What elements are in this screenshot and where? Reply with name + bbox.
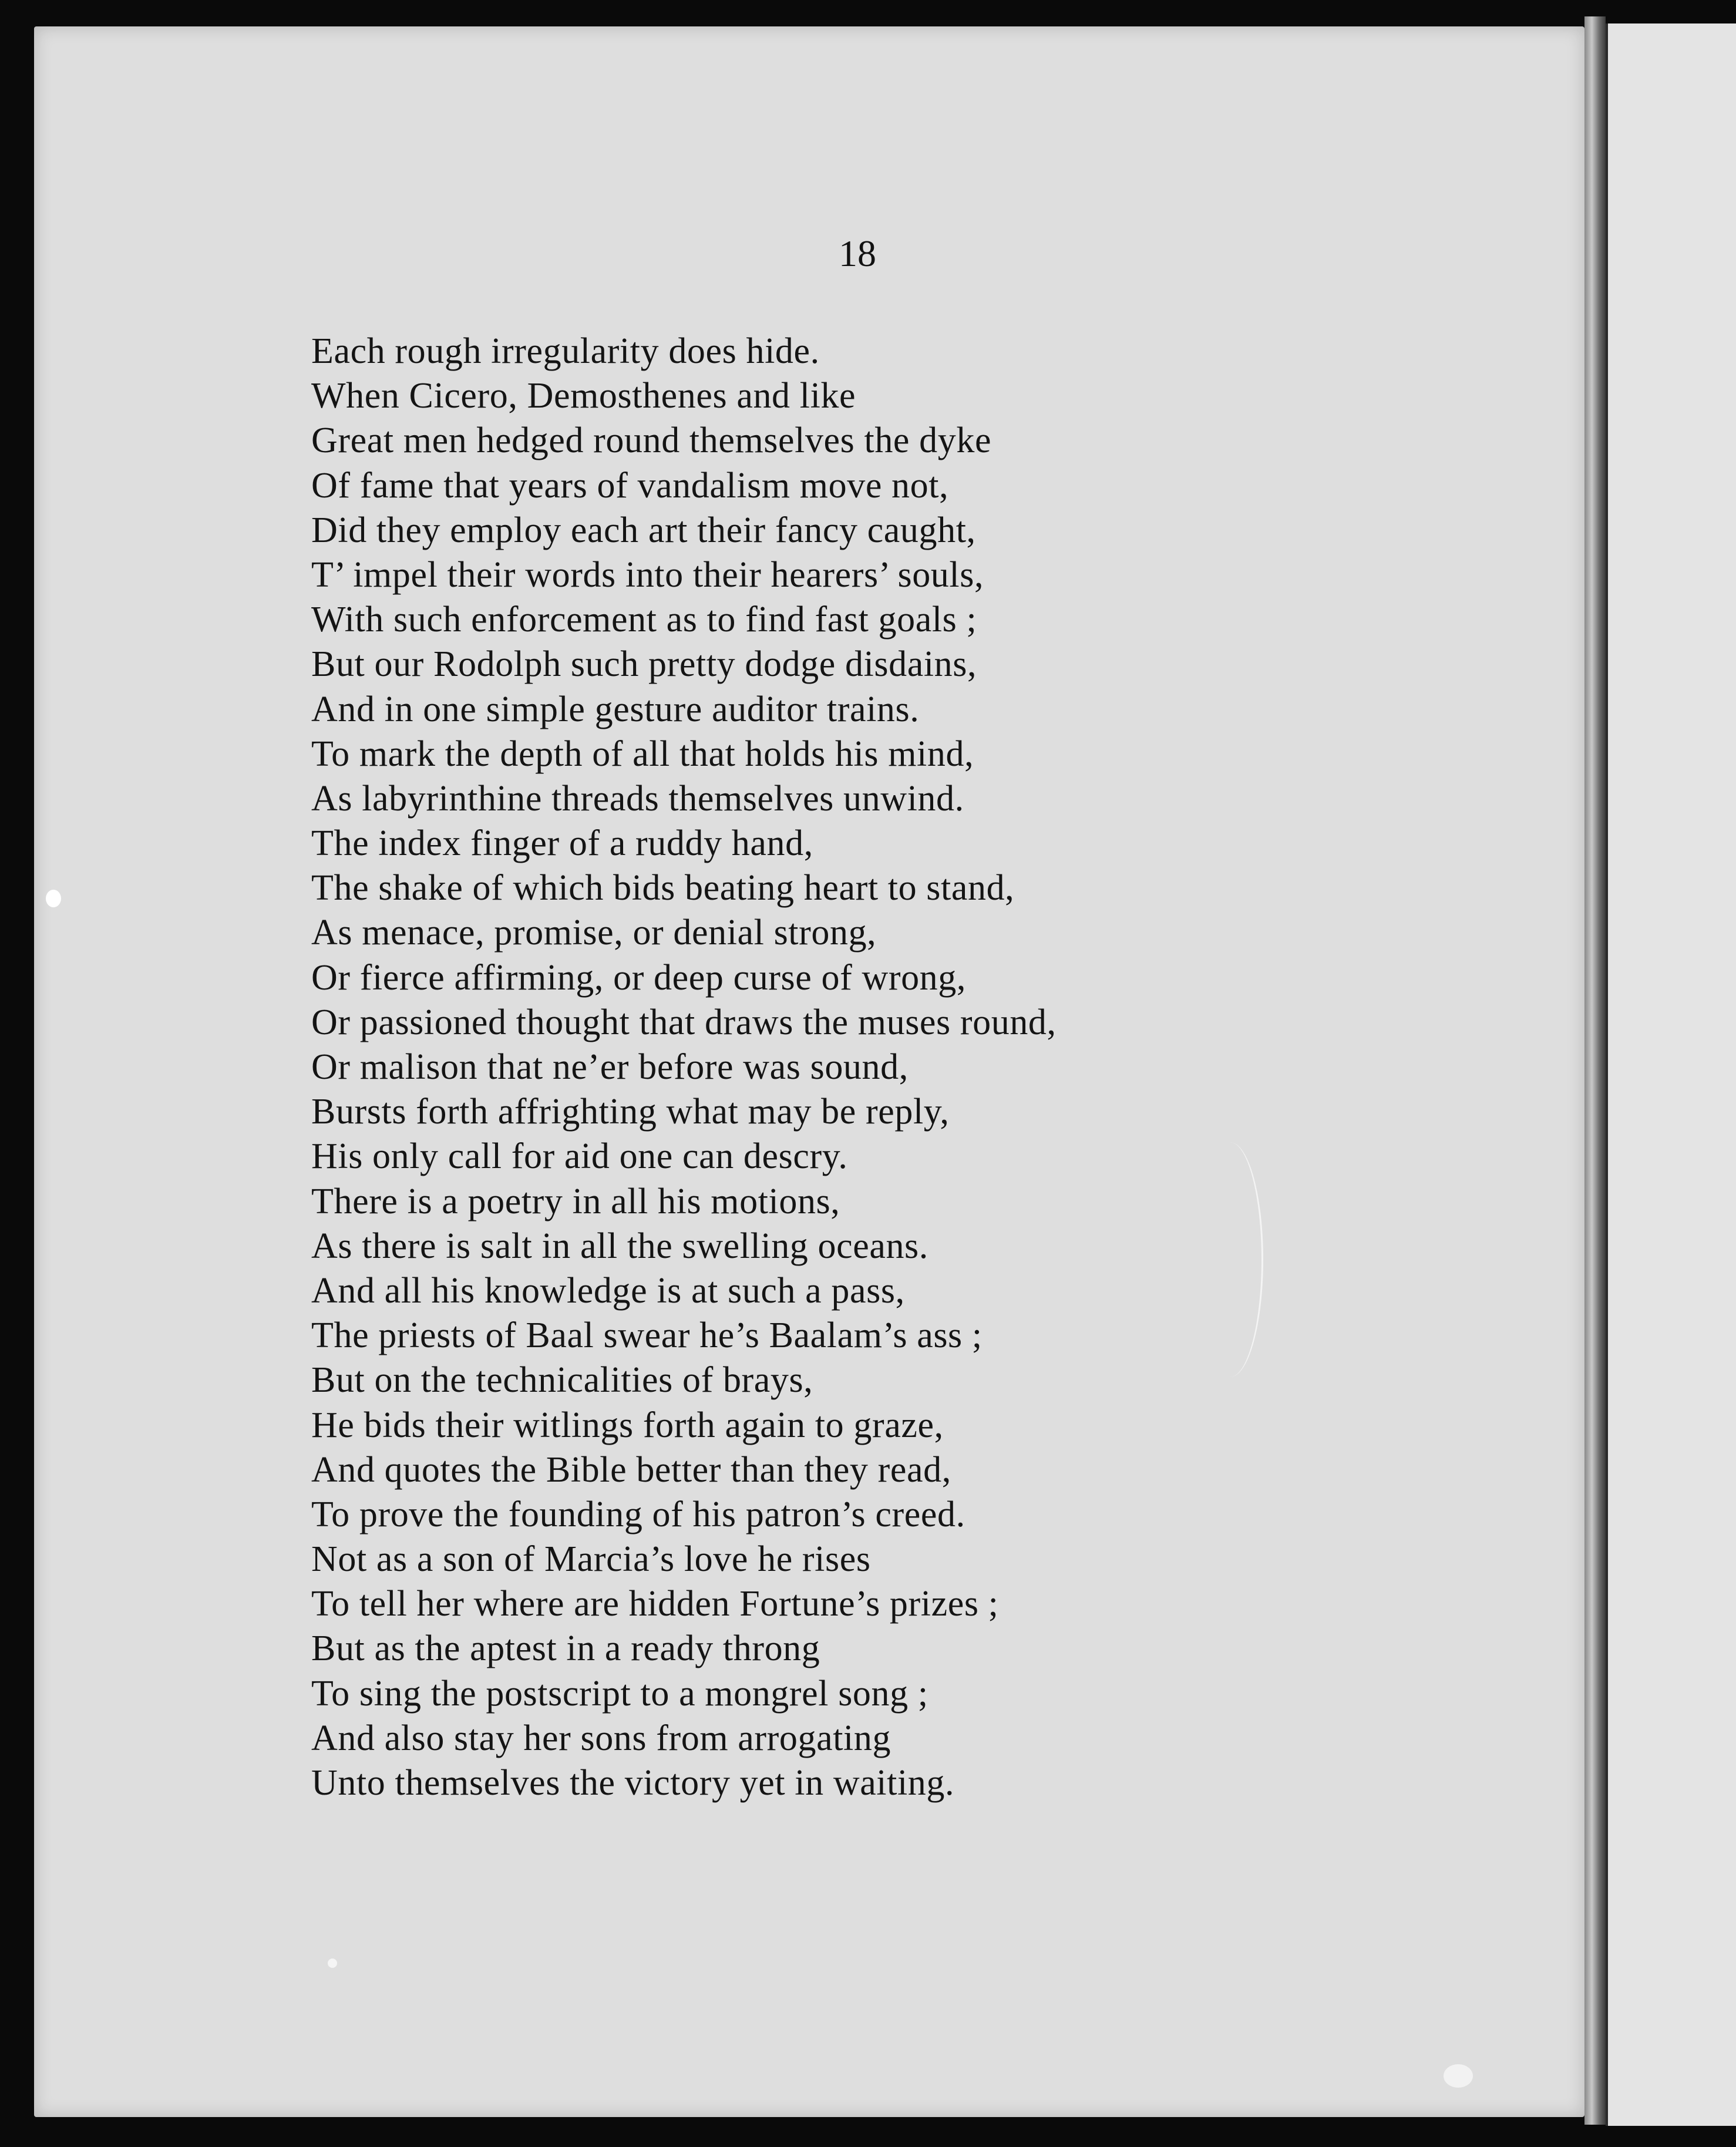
poem-line: When Cicero, Demosthenes and like bbox=[311, 376, 856, 416]
poem-line: There is a poetry in all his motions, bbox=[311, 1181, 840, 1221]
poem-line: Great men hedged round themselves the dyke bbox=[311, 420, 992, 461]
poem-line: Did they employ each art their fancy caught, bbox=[311, 510, 976, 550]
poem-line: To prove the founding of his patron’s creed. bbox=[311, 1494, 965, 1534]
poem-line: With such enforcement as to find fast goals ; bbox=[311, 600, 977, 640]
poem-line: The priests of Baal swear he’s Baalam’s ass ; bbox=[311, 1315, 983, 1356]
poem-line: As there is salt in all the swelling oceans. bbox=[311, 1226, 928, 1266]
poem-line: T’ impel their words into their hearers’ souls, bbox=[311, 554, 984, 595]
poem-line: But our Rodolph such pretty dodge disdains, bbox=[311, 644, 977, 685]
poem-line: And all his knowledge is at such a pass, bbox=[311, 1270, 905, 1311]
poem-line: But on the technicalities of brays, bbox=[311, 1360, 813, 1401]
scan-speck bbox=[1444, 2064, 1473, 2088]
scan-speck bbox=[328, 1958, 337, 1968]
poem-line: As menace, promise, or denial strong, bbox=[311, 913, 877, 953]
poem-line: Or malison that ne’er before was sound, bbox=[311, 1047, 909, 1087]
book-gutter bbox=[1584, 16, 1606, 2125]
poem-line: Unto themselves the victory yet in waiting. bbox=[311, 1763, 955, 1803]
poem-line: The shake of which bids beating heart to stand, bbox=[311, 868, 1015, 908]
poem-line: To sing the postscript to a mongrel song ; bbox=[311, 1673, 928, 1714]
facing-page-edge bbox=[1606, 23, 1736, 2126]
poem-line: His only call for aid one can descry. bbox=[311, 1136, 848, 1177]
poem-line: To mark the depth of all that holds his mind, bbox=[311, 733, 974, 774]
poem-line: To tell her where are hidden Fortune’s prizes ; bbox=[311, 1584, 999, 1624]
poem-line: Or passioned thought that draws the muses round, bbox=[311, 1002, 1057, 1042]
poem-line: As labyrinthine threads themselves unwind. bbox=[311, 778, 964, 819]
poem-line: Bursts forth affrighting what may be reply, bbox=[311, 1092, 950, 1132]
poem-line: He bids their witlings forth again to graze, bbox=[311, 1405, 944, 1445]
poem-line: Not as a son of Marcia’s love he rises bbox=[311, 1539, 871, 1580]
poem-line: Of fame that years of vandalism move not, bbox=[311, 465, 949, 506]
page-number: 18 bbox=[839, 233, 876, 274]
scan-speck bbox=[46, 890, 61, 907]
poem-line: Each rough irregularity does hide. bbox=[311, 331, 820, 371]
poem-line: But as the aptest in a ready throng bbox=[311, 1628, 820, 1669]
poem-text bbox=[311, 329, 1574, 1805]
poem-line: The index finger of a ruddy hand, bbox=[311, 823, 813, 864]
poem-line: And in one simple gesture auditor trains. bbox=[311, 689, 920, 729]
poem-line: Or fierce affirming, or deep curse of wrong, bbox=[311, 957, 966, 998]
poem-line: And quotes the Bible better than they read, bbox=[311, 1449, 951, 1490]
poem-line: And also stay her sons from arrogating bbox=[311, 1718, 891, 1758]
